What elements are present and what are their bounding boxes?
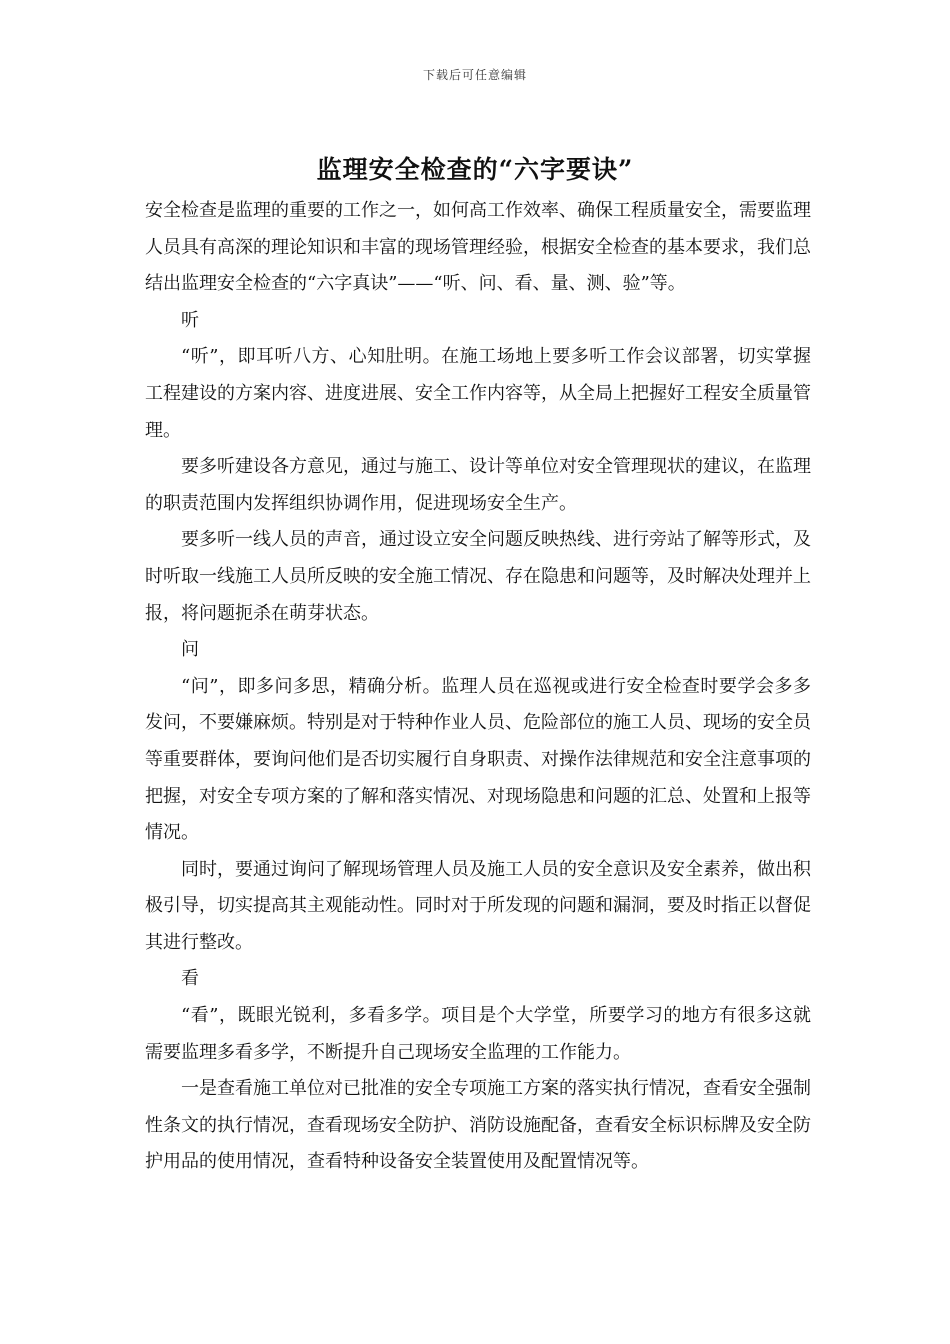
section-heading-listen: 听 — [181, 309, 199, 331]
document-body — [145, 193, 811, 1181]
body-paragraph: 同时，要通过询问了解现场管理人员及施工人员的安全意识及安全素养，做出积极引导，切实提高其主观能动性。同时对于所发现的问题和漏洞，要及时指正以督促其进行整改。 — [145, 858, 811, 953]
document-title: 监理安全检查的“六字要诀” — [316, 155, 634, 184]
body-paragraph: “看”，既眼光锐利，多看多学。项目是个大学堂，所要学习的地方有很多这就需要监理多看多学，不断提升自己现场安全监理的工作能力。 — [145, 1005, 811, 1063]
body-paragraph: “听”，即耳听八方、心知肚明。在施工场地上要多听工作会议部署，切实掌握工程建设的方案内容、进度进展、安全工作内容等，从全局上把握好工程安全质量管理。 — [145, 346, 811, 441]
page-header-note: 下载后可任意编辑 — [422, 68, 527, 82]
section-heading-ask: 问 — [181, 639, 199, 661]
intro-paragraph: 安全检查是监理的重要的工作之一，如何高工作效率、确保工程质量安全，需要监理人员具有高深的理论知识和丰富的现场管理经验，根据安全检查的基本要求，我们总结出监理安全检查的“六字真诀”——“听、问、看、量、测、验”等。 — [145, 200, 811, 295]
body-paragraph: 要多听建设各方意见，通过与施工、设计等单位对安全管理现状的建议，在监理的职责范围内发挥组织协调作用，促进现场安全生产。 — [145, 456, 811, 514]
body-paragraph: “问”，即多问多思，精确分析。监理人员在巡视或进行安全检查时要学会多多发问，不要嫌麻烦。特别是对于特种作业人员、危险部位的施工人员、现场的安全员等重要群体，要询问他们是否切实履行自身职责、对操作法律规范和安全注意事项的把握，对安全专项方案的了解和落实情况、对现场隐患和问题的汇总、处置和上报等情况。 — [145, 675, 811, 844]
body-paragraph: 要多听一线人员的声音，通过设立安全问题反映热线、进行旁站了解等形式，及时听取一线施工人员所反映的安全施工情况、存在隐患和问题等，及时解决处理并上报，将问题扼杀在萌芽状态。 — [145, 529, 811, 624]
section-heading-look: 看 — [181, 968, 199, 990]
body-paragraph: 一是查看施工单位对已批准的安全专项施工方案的落实执行情况，查看安全强制性条文的执行情况，查看现场安全防护、消防设施配备，查看安全标识标牌及安全防护用品的使用情况，查看特种设备安全装置使用及配置情况等。 — [145, 1078, 811, 1173]
